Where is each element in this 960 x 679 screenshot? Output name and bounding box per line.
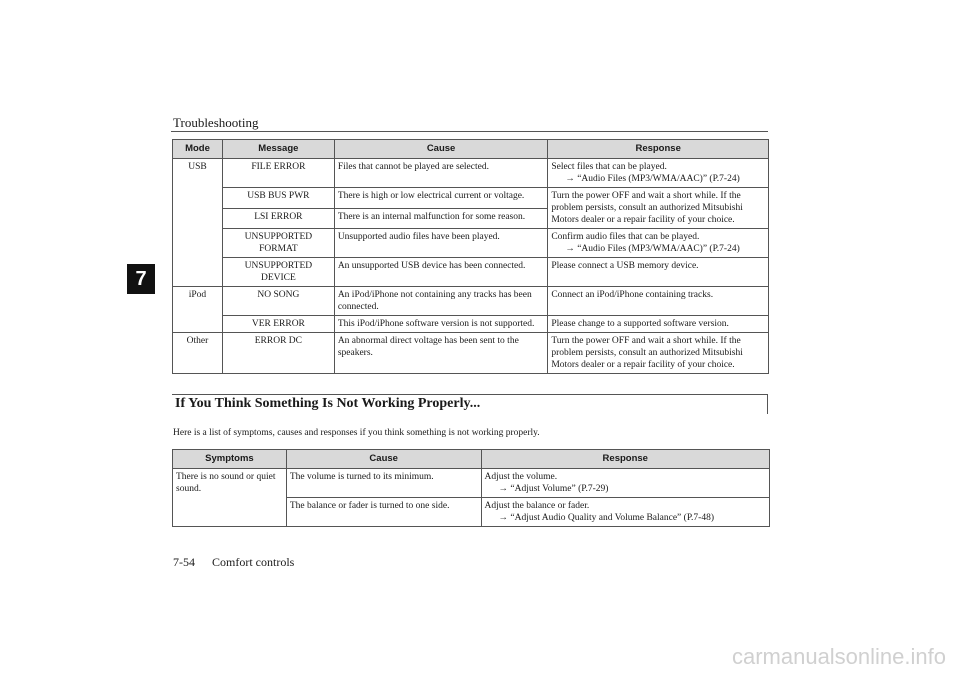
cross-reference-link[interactable]: → “Audio Files (MP3/WMA/AAC)” (P.7-24) xyxy=(565,244,740,254)
message-cell: FILE ERROR xyxy=(222,159,334,188)
symptom-cell: There is no sound or quiet sound. xyxy=(173,469,287,527)
message-cell xyxy=(222,229,334,258)
cross-reference-link[interactable]: → “Adjust Volume” (P.7-29) xyxy=(498,484,609,494)
message-cell: NO SONG xyxy=(222,287,334,316)
table-row xyxy=(173,287,769,316)
column-header: Response xyxy=(548,140,769,159)
cross-reference-link[interactable]: → “Adjust Audio Quality and Volume Balance” (P.7-48) xyxy=(498,513,714,523)
symptoms-table xyxy=(172,449,770,527)
table-row xyxy=(173,188,769,209)
cause-cell: Unsupported audio files have been played. xyxy=(334,229,548,258)
response-cell: Please connect a USB memory device. xyxy=(548,258,769,287)
cause-cell: An unsupported USB device has been connected. xyxy=(334,258,548,287)
cause-cell: This iPod/iPhone software version is not supported. xyxy=(334,316,548,333)
column-header: Cause xyxy=(334,140,548,159)
message-cell: ERROR DC xyxy=(222,333,334,374)
table-row xyxy=(173,258,769,287)
cause-cell: An abnormal direct voltage has been sent to the speakers. xyxy=(334,333,548,374)
response-cell xyxy=(481,469,769,498)
message-line: DEVICE xyxy=(260,273,296,283)
cause-cell: There is high or low electrical current or voltage. xyxy=(334,188,548,209)
response-text: Adjust the balance or fader. xyxy=(484,501,590,511)
message-line: FORMAT xyxy=(259,244,298,254)
cause-cell: An iPod/iPhone not containing any tracks has been connected. xyxy=(334,287,548,316)
mode-cell: USB xyxy=(173,159,223,287)
cross-reference-link[interactable]: → “Audio Files (MP3/WMA/AAC)” (P.7-24) xyxy=(565,174,740,184)
section-heading: If You Think Something Is Not Working Properly... xyxy=(172,394,768,414)
chapter-name: Comfort controls xyxy=(212,555,295,569)
message-cell: USB BUS PWR xyxy=(222,188,334,209)
watermark: carmanualsonline.info xyxy=(731,644,946,669)
cause-cell: There is an internal malfunction for some reason. xyxy=(334,208,548,229)
table-row xyxy=(173,316,769,333)
message-line: UNSUPPORTED xyxy=(244,261,313,271)
table-row xyxy=(173,469,770,498)
response-cell: Turn the power OFF and wait a short while. If the problem persists, consult an authorized Mitsubishi Motors dealer or a repair facility of your choice. xyxy=(548,333,769,374)
table-row xyxy=(173,229,769,258)
message-line: UNSUPPORTED xyxy=(244,232,313,242)
column-header: Symptoms xyxy=(173,450,287,469)
table-header-row xyxy=(173,140,769,159)
page-footer xyxy=(173,555,308,570)
message-cell: LSI ERROR xyxy=(222,208,334,229)
response-cell xyxy=(548,159,769,188)
page-number: 7-54 xyxy=(173,555,195,569)
cause-cell: The volume is turned to its minimum. xyxy=(286,469,481,498)
table-row xyxy=(173,333,769,374)
response-text: Adjust the volume. xyxy=(484,472,558,482)
cause-cell: Files that cannot be played are selected. xyxy=(334,159,548,188)
response-cell: Please change to a supported software version. xyxy=(548,316,769,333)
message-cell: VER ERROR xyxy=(222,316,334,333)
cause-cell: The balance or fader is turned to one side. xyxy=(286,498,481,527)
column-header: Message xyxy=(222,140,334,159)
error-message-table xyxy=(172,139,769,374)
response-cell xyxy=(548,229,769,258)
header-rule xyxy=(171,131,768,132)
page-header-title: Troubleshooting xyxy=(173,115,259,130)
column-header: Cause xyxy=(286,450,481,469)
response-cell xyxy=(481,498,769,527)
message-cell xyxy=(222,258,334,287)
column-header: Mode xyxy=(173,140,223,159)
response-cell: Turn the power OFF and wait a short while. If the problem persists, consult an authorized Mitsubishi Motors dealer or a repair facility of your choice. xyxy=(548,188,769,229)
mode-cell: iPod xyxy=(173,287,223,333)
response-cell: Connect an iPod/iPhone containing tracks. xyxy=(548,287,769,316)
response-text: Select files that can be played. xyxy=(551,162,667,172)
section-intro: Here is a list of symptoms, causes and responses if you think something is not working properly. xyxy=(173,428,540,438)
table-header-row xyxy=(173,450,770,469)
column-header: Response xyxy=(481,450,769,469)
table-row xyxy=(173,159,769,188)
chapter-tab: 7 xyxy=(127,264,155,294)
mode-cell: Other xyxy=(173,333,223,374)
response-text: Confirm audio files that can be played. xyxy=(551,232,700,242)
